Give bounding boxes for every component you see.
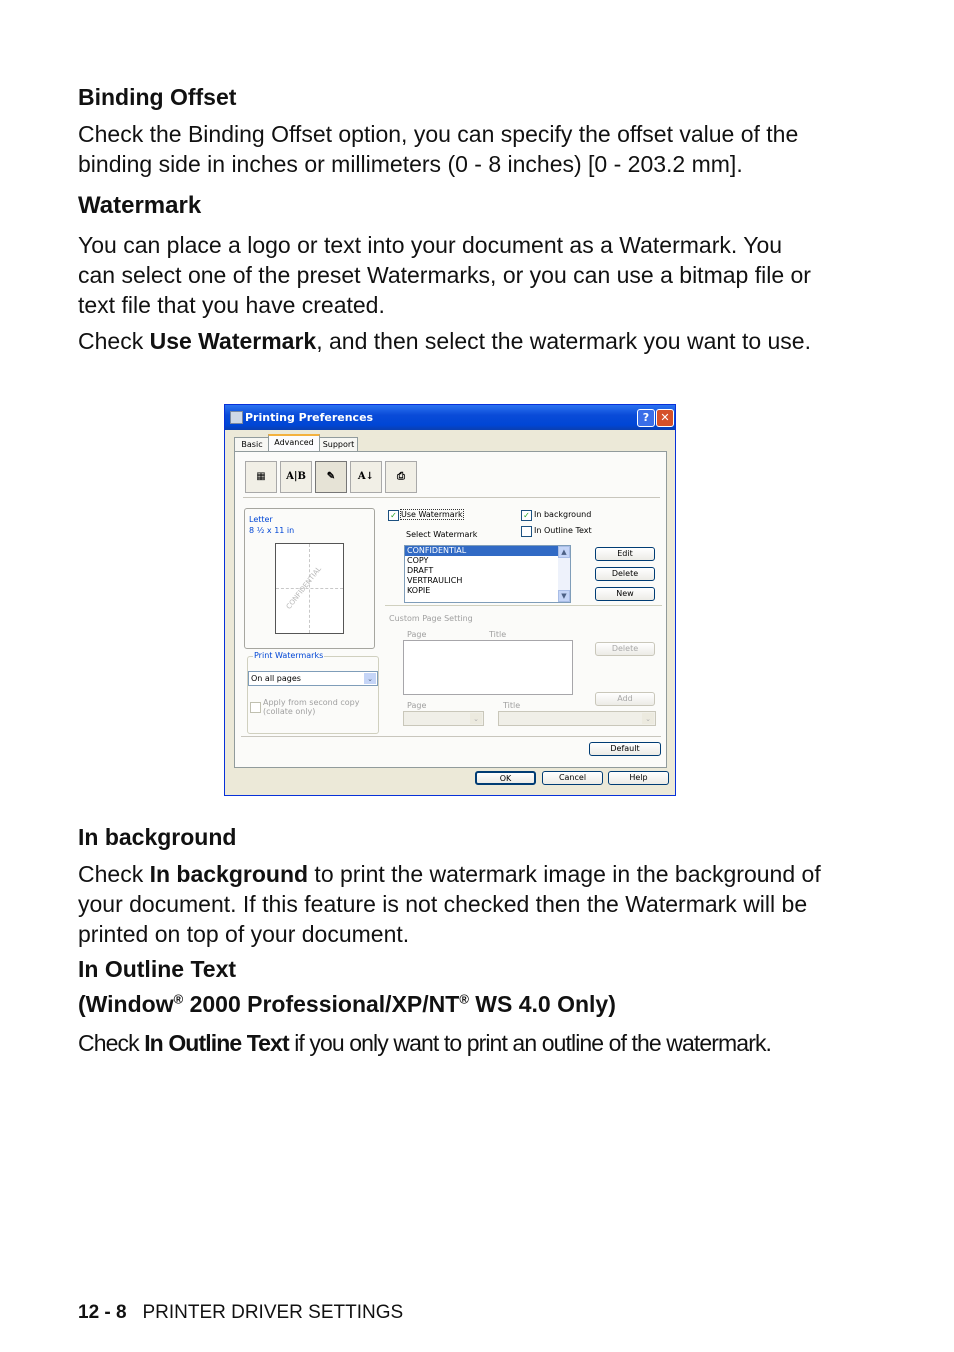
edit-button[interactable]: Edit (595, 547, 655, 561)
add-button[interactable]: Add (595, 692, 655, 706)
tab-basic[interactable]: Basic (234, 437, 270, 452)
in-outline-text-label[interactable]: In Outline Text (534, 526, 592, 535)
text: , and then select the watermark you want to use. (316, 328, 811, 354)
heading-watermark: Watermark (78, 192, 202, 219)
text: Check (78, 328, 150, 354)
print-watermarks-select[interactable] (248, 671, 378, 686)
in-background-checkbox[interactable]: ✓ (521, 510, 532, 521)
print-watermarks-value: On all pages (251, 674, 301, 683)
title-column-header: Title (489, 630, 507, 639)
text: Check (78, 861, 150, 887)
text: (Window (78, 991, 174, 1017)
term-use-watermark: Use Watermark (149, 328, 317, 354)
scroll-up-icon[interactable]: ▲ (558, 546, 570, 558)
chevron-down-icon: ⌄ (642, 713, 654, 724)
page-footer (78, 1302, 403, 1324)
close-icon[interactable]: ✕ (656, 409, 674, 427)
text: Check (78, 1030, 145, 1056)
print-watermarks-group (247, 656, 379, 734)
default-button[interactable]: Default (589, 742, 661, 756)
tab-advanced[interactable]: Advanced (268, 434, 320, 453)
heading-os-note (78, 991, 616, 1018)
paragraph-binding-offset: Check the Binding Offset option, you can specify the offset value of the binding side in inches or millimeters (0 - 8 inches) [0 - 203.2 mm]. (78, 121, 799, 177)
title-label: Title (503, 701, 521, 710)
feature-toolbar (243, 459, 660, 498)
list-item[interactable]: DRAFT (407, 566, 434, 575)
in-outline-text-checkbox[interactable] (521, 526, 532, 537)
text: WS 4.0 Only) (468, 991, 616, 1017)
title-select[interactable] (498, 711, 656, 726)
preview-guide-h (276, 588, 343, 589)
quality-icon[interactable]: ▦ (245, 461, 277, 493)
delete-custom-button[interactable]: Delete (595, 642, 655, 656)
paragraph-in-outline-text (78, 1028, 878, 1058)
text: if you only want to print an outline of the watermark. (288, 1030, 772, 1056)
list-scrollbar[interactable] (558, 546, 570, 602)
printer-icon (230, 411, 243, 424)
paper-size: 8 ½ x 11 in (249, 526, 295, 535)
paragraph-watermark-intro: You can place a logo or text into your document as a Watermark. You can select one of the preset Watermarks, or you can use a bitmap file or text file that you have created. (78, 232, 811, 318)
delete-button[interactable]: Delete (595, 567, 655, 581)
dialog-titlebar (225, 405, 675, 430)
chapter-title: PRINTER DRIVER SETTINGS (142, 1302, 404, 1323)
dialog-title: Printing Preferences (245, 411, 374, 424)
list-item[interactable]: CONFIDENTIAL (405, 546, 570, 556)
use-watermark-label[interactable]: Use Watermark (401, 510, 463, 519)
list-item[interactable]: COPY (407, 556, 429, 565)
page-label: Page (407, 701, 427, 710)
apply-second-copy-checkbox[interactable] (250, 702, 261, 713)
registered-mark: ® (459, 991, 469, 1007)
preview-watermark-text: CONFIDENTIAL (284, 565, 324, 611)
page-preview (275, 543, 344, 634)
collate-only-label: (collate only) (263, 707, 316, 716)
chevron-down-icon: ⌄ (470, 713, 482, 724)
cancel-button[interactable]: Cancel (542, 771, 603, 785)
paragraph-in-background (78, 859, 838, 949)
list-item[interactable]: VERTRAULICH (407, 576, 463, 585)
help-button[interactable]: Help (608, 771, 669, 785)
duplex-icon[interactable]: A|B (280, 461, 312, 493)
device-options-icon[interactable]: ⎙ (385, 461, 417, 493)
page-select[interactable] (403, 711, 484, 726)
heading-binding-offset: Binding Offset (78, 84, 237, 110)
text: to print the watermark image in the background of your document. If this feature is not checked then the Watermark will be printed on top of your document. (78, 861, 821, 947)
advanced-panel (234, 451, 667, 768)
term-in-outline-text: In Outline Text (144, 1030, 289, 1056)
in-background-label[interactable]: In background (534, 510, 592, 519)
heading-in-outline-text: In Outline Text (78, 956, 237, 982)
select-watermark-label: Select Watermark (406, 530, 478, 539)
text: 2000 Professional/XP/NT (183, 991, 460, 1017)
watermark-list[interactable] (404, 545, 571, 603)
page-setting-icon[interactable]: A↓ (350, 461, 382, 493)
term-in-background: In background (149, 861, 309, 887)
new-button[interactable]: New (595, 587, 655, 601)
help-icon[interactable]: ? (637, 409, 655, 427)
custom-page-setting-label: Custom Page Setting (389, 614, 473, 623)
page-column-header: Page (407, 630, 427, 639)
divider (241, 736, 661, 737)
heading-in-background: In background (78, 824, 237, 850)
paper-name: Letter (249, 515, 273, 524)
list-item[interactable]: KOPIE (407, 586, 431, 595)
tab-support[interactable]: Support (319, 437, 358, 452)
watermark-icon[interactable]: ✎ (315, 461, 347, 493)
use-watermark-checkbox[interactable]: ✓ (388, 510, 399, 521)
scroll-down-icon[interactable]: ▼ (558, 590, 570, 602)
printing-preferences-dialog (224, 404, 676, 796)
ok-button[interactable]: OK (475, 771, 536, 785)
print-watermarks-label: Print Watermarks (254, 651, 324, 660)
divider (385, 605, 662, 606)
chevron-down-icon: ⌄ (364, 673, 376, 684)
apply-second-copy-label: Apply from second copy (263, 698, 360, 707)
registered-mark: ® (173, 991, 184, 1007)
paragraph-use-watermark (78, 326, 838, 356)
custom-page-list[interactable] (403, 640, 573, 695)
page-number: 12 - 8 (78, 1302, 127, 1323)
